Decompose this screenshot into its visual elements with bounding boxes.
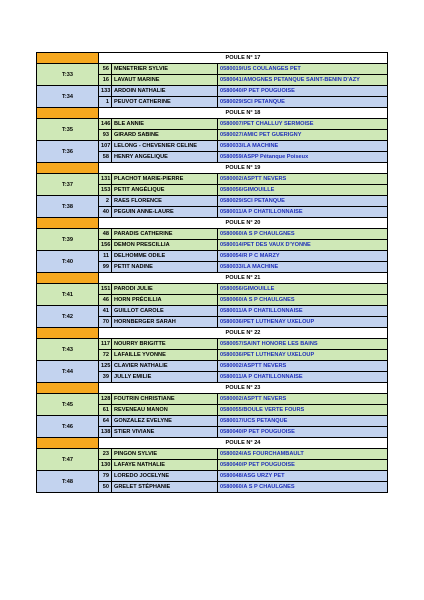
poules-table [36, 52, 388, 493]
poule-marker-cell [37, 438, 99, 449]
player-number: 107 [99, 141, 112, 152]
player-number: 79 [99, 471, 112, 482]
team-label: T:38 [37, 196, 99, 218]
player-row [37, 251, 388, 262]
poule-title: POULE N° 18 [99, 108, 388, 119]
team-label: T:45 [37, 394, 99, 416]
team-label: T:42 [37, 306, 99, 328]
player-number: 16 [99, 75, 112, 86]
player-number: 70 [99, 317, 112, 328]
player-number: 40 [99, 207, 112, 218]
player-row [37, 471, 388, 482]
player-row [37, 229, 388, 240]
poule-marker-cell [37, 273, 99, 284]
player-club: 0580011/A P CHATILLONNAISE [218, 306, 388, 317]
player-club: 0580055/BOULE VERTE FOURS [218, 405, 388, 416]
player-club: 0580024/AS FOURCHAMBAULT [218, 449, 388, 460]
player-number: 156 [99, 240, 112, 251]
player-club: 0580007/PET CHALLUY SERMOISE [218, 119, 388, 130]
poule-marker-cell [37, 108, 99, 119]
player-club: 0580059/ASPP Pétanque Poiseux [218, 152, 388, 163]
team-label: T:46 [37, 416, 99, 438]
poule-marker-cell [37, 53, 99, 64]
player-number: 151 [99, 284, 112, 295]
player-name: CLAVIER NATHALIE [112, 361, 218, 372]
poule-title: POULE N° 19 [99, 163, 388, 174]
player-row [37, 449, 388, 460]
player-number: 99 [99, 262, 112, 273]
player-number: 2 [99, 196, 112, 207]
poule-marker-cell [37, 328, 99, 339]
poule-header-row [37, 438, 388, 449]
player-name: PARODI JULIE [112, 284, 218, 295]
poule-title: POULE N° 20 [99, 218, 388, 229]
player-club: 0580060/A S P CHAULGNES [218, 229, 388, 240]
player-club: 0580036/PET LUTHENAY UXELOUP [218, 350, 388, 361]
player-row [37, 86, 388, 97]
player-name: ARDOIN NATHALIE [112, 86, 218, 97]
poule-header-row [37, 328, 388, 339]
player-number: 50 [99, 482, 112, 493]
player-name: PEGUIN ANNE-LAURE [112, 207, 218, 218]
team-label: T:47 [37, 449, 99, 471]
player-number: 58 [99, 152, 112, 163]
player-name: GUILLOT CAROLE [112, 306, 218, 317]
poule-title: POULE N° 17 [99, 53, 388, 64]
player-name: LELONG - CHEVENIER CELINE [112, 141, 218, 152]
poule-header-row [37, 383, 388, 394]
poule-header-row [37, 163, 388, 174]
player-name: FOUTRIN CHRISTIANE [112, 394, 218, 405]
player-row [37, 196, 388, 207]
player-number: 125 [99, 361, 112, 372]
player-name: HENRY ANGELIQUE [112, 152, 218, 163]
team-label: T:35 [37, 119, 99, 141]
player-club: 0580011/A P CHATILLONNAISE [218, 372, 388, 383]
player-name: REVENEAU MANON [112, 405, 218, 416]
player-club: 0580002/ASPTT NEVERS [218, 361, 388, 372]
player-name: PINGON SYLVIE [112, 449, 218, 460]
team-label: T:34 [37, 86, 99, 108]
poule-marker-cell [37, 163, 99, 174]
poule-title: POULE N° 22 [99, 328, 388, 339]
player-club: 0580029/SCI PETANQUE [218, 196, 388, 207]
player-name: LAFAILLE YVONNE [112, 350, 218, 361]
poule-header-row [37, 108, 388, 119]
player-club: 0580033/LA MACHINE [218, 262, 388, 273]
player-club: 0580057/SAINT HONORE LES BAINS [218, 339, 388, 350]
player-name: NOURRY BRIGITTE [112, 339, 218, 350]
player-club: 0580029/SCI PETANQUE [218, 97, 388, 108]
player-row [37, 141, 388, 152]
poule-header-row [37, 273, 388, 284]
player-name: JULLY EMILIE [112, 372, 218, 383]
team-label: T:43 [37, 339, 99, 361]
player-club: 0580056/GIMOUILLE [218, 185, 388, 196]
team-label: T:37 [37, 174, 99, 196]
player-number: 23 [99, 449, 112, 460]
player-name: LAFAYE NATHALIE [112, 460, 218, 471]
player-number: 133 [99, 86, 112, 97]
player-name: PLACHOT MARIE-PIERRE [112, 174, 218, 185]
player-name: GONZALEZ EVELYNE [112, 416, 218, 427]
player-club: 0580054/R P C MARZY [218, 251, 388, 262]
player-row [37, 339, 388, 350]
player-name: DEMON PRESCILLIA [112, 240, 218, 251]
player-name: LAVAUT MARINE [112, 75, 218, 86]
poules-table-body [37, 53, 388, 493]
player-name: STIER VIVIANE [112, 427, 218, 438]
player-club: 0580036/PET LUTHENAY UXELOUP [218, 317, 388, 328]
player-row [37, 416, 388, 427]
player-club: 0580060/A S P CHAULGNES [218, 295, 388, 306]
player-club: 0580033/LA MACHINE [218, 141, 388, 152]
player-number: 153 [99, 185, 112, 196]
team-label: T:44 [37, 361, 99, 383]
player-name: LOREDO JOCELYNE [112, 471, 218, 482]
player-number: 56 [99, 64, 112, 75]
team-label: T:33 [37, 64, 99, 86]
player-name: GIRARD SABINE [112, 130, 218, 141]
team-label: T:39 [37, 229, 99, 251]
player-row [37, 119, 388, 130]
player-club: 0580040/P PET POUGUOISE [218, 86, 388, 97]
player-club: 0580002/ASPTT NEVERS [218, 394, 388, 405]
player-name: PARADIS CATHERINE [112, 229, 218, 240]
poule-title: POULE N° 21 [99, 273, 388, 284]
poule-marker-cell [37, 383, 99, 394]
player-row [37, 64, 388, 75]
player-number: 39 [99, 372, 112, 383]
player-name: DELHOMME ODILE [112, 251, 218, 262]
player-club: 0580017/UCS PETANQUE [218, 416, 388, 427]
poule-header-row [37, 218, 388, 229]
player-number: 130 [99, 460, 112, 471]
player-row [37, 306, 388, 317]
player-club: 0580002/ASPTT NEVERS [218, 174, 388, 185]
player-number: 146 [99, 119, 112, 130]
player-name: BLE ANNIE [112, 119, 218, 130]
player-number: 48 [99, 229, 112, 240]
player-row [37, 174, 388, 185]
player-row [37, 284, 388, 295]
player-number: 11 [99, 251, 112, 262]
player-name: PEUVOT CATHERINE [112, 97, 218, 108]
player-number: 131 [99, 174, 112, 185]
player-number: 72 [99, 350, 112, 361]
player-number: 41 [99, 306, 112, 317]
team-label: T:36 [37, 141, 99, 163]
player-number: 46 [99, 295, 112, 306]
player-number: 128 [99, 394, 112, 405]
player-name: MENETRIER SYLVIE [112, 64, 218, 75]
team-label: T:41 [37, 284, 99, 306]
player-number: 117 [99, 339, 112, 350]
player-row [37, 394, 388, 405]
team-label: T:40 [37, 251, 99, 273]
player-name: HORN PRÉCILLIA [112, 295, 218, 306]
player-club: 0580027/AMIC PET GUERIGNY [218, 130, 388, 141]
player-name: PETIT NADINE [112, 262, 218, 273]
player-number: 64 [99, 416, 112, 427]
player-name: HORNBERGER SARAH [112, 317, 218, 328]
player-name: PETIT ANGÉLIQUE [112, 185, 218, 196]
player-number: 138 [99, 427, 112, 438]
poule-marker-cell [37, 218, 99, 229]
player-club: 0580060/A S P CHAULGNES [218, 482, 388, 493]
player-club: 0580040/P PET POUGUOISE [218, 460, 388, 471]
player-club: 0580048/ASG URZY PET [218, 471, 388, 482]
poule-title: POULE N° 23 [99, 383, 388, 394]
poule-title: POULE N° 24 [99, 438, 388, 449]
poule-header-row [37, 53, 388, 64]
player-club: 0580011/A P CHATILLONNAISE [218, 207, 388, 218]
player-row [37, 361, 388, 372]
player-name: GRELET STÉPHANIE [112, 482, 218, 493]
player-club: 0580056/GIMOUILLE [218, 284, 388, 295]
player-number: 93 [99, 130, 112, 141]
player-club: 0580040/P PET POUGUOISE [218, 427, 388, 438]
player-number: 61 [99, 405, 112, 416]
player-club: 0580019/US COULANGES PET [218, 64, 388, 75]
team-label: T:48 [37, 471, 99, 493]
player-number: 1 [99, 97, 112, 108]
player-name: RAES FLORENCE [112, 196, 218, 207]
player-club: 0580014/PET DES VAUX D'YONNE [218, 240, 388, 251]
player-club: 0580041/AMOGNES PETANQUE SAINT-BENIN D'AZY [218, 75, 388, 86]
